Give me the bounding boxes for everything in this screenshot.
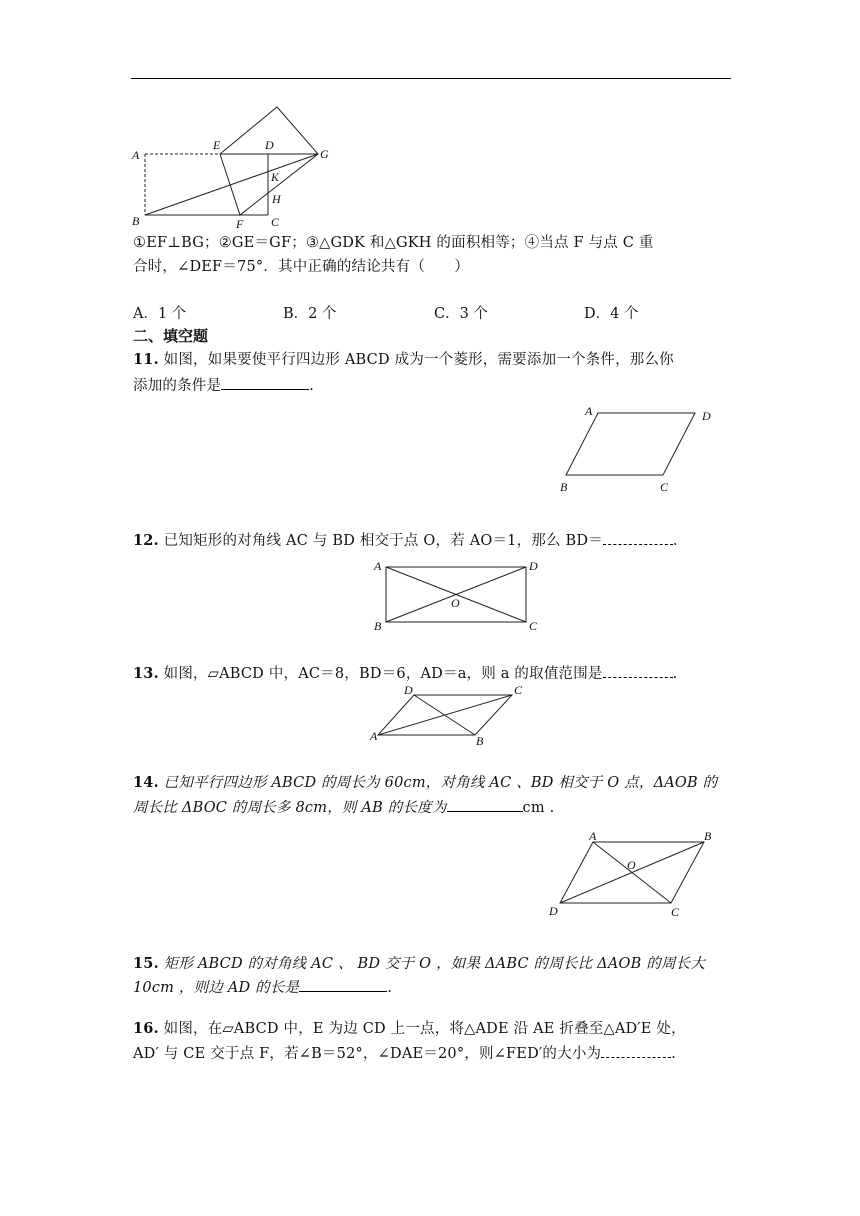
q14-label-a: A xyxy=(589,829,597,843)
q16-text-2: AD′ 与 CE 交于点 F，若∠B＝52°，∠DAE＝20°，则∠FED′的大小为 xyxy=(133,1046,602,1062)
q11-text-1: 如图，如果要使平行四边形 ABCD 成为一个菱形，需要添加一个条件，那么你 xyxy=(163,352,674,368)
q12-label-c: C xyxy=(529,619,538,633)
q12-label-a: A xyxy=(374,559,382,573)
q13-text: 如图，▱ABCD 中，AC＝8，BD＝6，AD＝a，则 a 的取值范围是 xyxy=(163,666,603,682)
q10-option-b[interactable]: B．2 个 xyxy=(283,306,337,322)
q13-label-b: B xyxy=(476,734,484,748)
q11-text-2: 添加的条件是 xyxy=(133,378,222,394)
q15-number: 15. xyxy=(133,955,159,972)
q12-label-d: D xyxy=(529,559,538,573)
q15-text-1: 矩形 ABCD 的对角线 AC 、 BD 交于 O ，如果 ΔABC 的周长比 ΔAOB 的周长大 xyxy=(163,956,706,972)
q11-number: 11. xyxy=(133,351,159,368)
q11-end: . xyxy=(309,378,315,394)
q13-label-c: C xyxy=(514,683,523,697)
q14-text-1: 已知平行四边形 ABCD 的周长为 60cm，对角线 AC 、BD 相交于 O 点，ΔAOB 的 xyxy=(163,775,718,791)
q10-label-b: B xyxy=(132,214,140,228)
q10-label-k: K xyxy=(271,170,280,184)
q16-answer-blank[interactable] xyxy=(601,1043,671,1058)
q10-option-a[interactable]: A．1 个 xyxy=(133,306,187,322)
q16-end: . xyxy=(671,1046,677,1062)
q10-label-a: A xyxy=(132,148,140,162)
q14-label-d: D xyxy=(549,904,558,918)
q11-label-d: D xyxy=(702,409,711,423)
q10-label-g: G xyxy=(320,147,329,161)
q12-text: 已知矩形的对角线 AC 与 BD 相交于点 O，若 AO＝1，那么 BD＝ xyxy=(163,533,603,549)
q13-end: . xyxy=(672,666,678,682)
q16-line2 xyxy=(133,1043,676,1064)
q14-label-c: C xyxy=(671,905,680,919)
q16-text-1: 如图，在▱ABCD 中，E 为边 CD 上一点，将△ADE 沿 AE 折叠至△AD′E 处， xyxy=(163,1021,686,1037)
q12-label-o: O xyxy=(451,596,460,610)
q13-number: 13. xyxy=(133,665,159,682)
q10-option-d[interactable]: D．4 个 xyxy=(584,306,639,322)
q14-end: cm . xyxy=(522,800,555,816)
q13-label-d: D xyxy=(404,683,413,697)
q13-label-a: A xyxy=(370,729,378,743)
q11-label-c: C xyxy=(660,480,669,494)
q10-label-e: E xyxy=(213,138,221,152)
q10-option-c[interactable]: C．3 个 xyxy=(434,306,488,322)
q15-line1 xyxy=(133,954,705,974)
section-title: 二、填空题 xyxy=(133,327,209,345)
q14-label-o: O xyxy=(627,858,636,872)
q10-label-h: H xyxy=(272,192,281,206)
q10-label-c: C xyxy=(271,215,280,229)
q14-label-b: B xyxy=(704,829,712,843)
q15-end: . xyxy=(387,980,393,996)
q14-text-2: 周长比 ΔBOC 的周长多 8cm，则 AB 的长度为 xyxy=(133,800,447,816)
q12-label-b: B xyxy=(374,619,382,633)
q15-answer-blank[interactable] xyxy=(299,977,387,992)
q10-label-f: F xyxy=(236,217,244,231)
q16-number: 16. xyxy=(133,1020,159,1037)
q10-line2: 合时，∠DEF＝75°．其中正确的结论共有（ ） xyxy=(133,259,470,275)
q10-label-d: D xyxy=(265,138,274,152)
q10-line1: ①EF⊥BG；②GE＝GF；③△GDK 和△GKH 的面积相等；④当点 F 与点 C 重 xyxy=(133,235,654,251)
q11-label-b: B xyxy=(560,480,568,494)
q12-end: . xyxy=(672,533,678,549)
q15-text-2: 10cm ，则边 AD 的长是 xyxy=(133,980,300,996)
q15-line2 xyxy=(133,977,392,998)
q11-label-a: A xyxy=(585,404,593,418)
q14-number: 14. xyxy=(133,774,159,791)
q12-number: 12. xyxy=(133,532,159,549)
q16-line1 xyxy=(133,1019,686,1039)
